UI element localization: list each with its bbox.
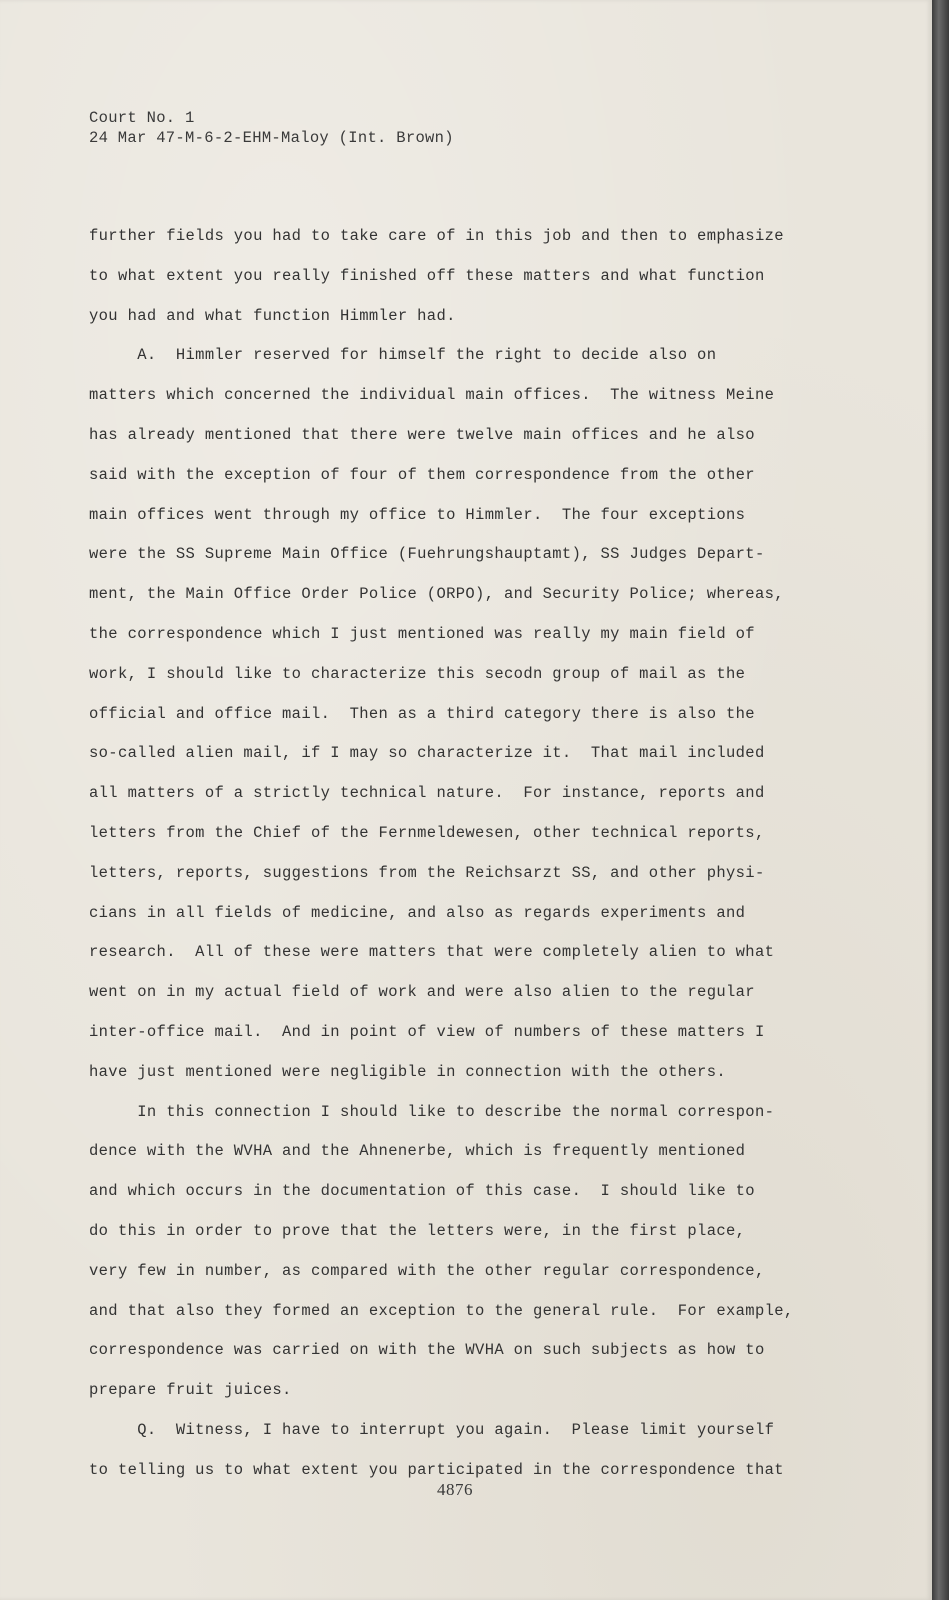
transcript-line: all matters of a strictly technical nature. For instance, reports and [89,784,765,803]
transcript-line: Q. Witness, I have to interrupt you again. Please limit yourself [89,1420,775,1439]
transcript-line: work, I should like to characterize this secodn group of mail as the [89,664,746,683]
transcript-line: and which occurs in the documentation of this case. I should like to [89,1182,755,1201]
transcript-line: have just mentioned were negligible in connection with the others. [89,1062,726,1081]
transcript-line: said with the exception of four of them correspondence from the other [89,465,755,484]
page-number: 4876 [437,1480,473,1499]
transcript-line: do this in order to prove that the letters were, in the first place, [89,1221,746,1240]
transcript-line: research. All of these were matters that were completely alien to what [89,943,775,962]
transcript-line: went on in my actual field of work and were also alien to the regular [89,983,755,1002]
court-number: Court No. 1 [89,109,195,127]
transcript-line: to telling us to what extent you participated in the correspondence that [89,1460,784,1479]
transcript-line: letters from the Chief of the Fernmeldewesen, other technical reports, [89,823,765,842]
transcript-line: matters which concerned the individual main offices. The witness Meine [89,386,775,405]
transcript-line: ment, the Main Office Order Police (ORPO), and Security Police; whereas, [89,585,784,604]
transcript-line: were the SS Supreme Main Office (Fuehrungshauptamt), SS Judges Depart- [89,545,765,564]
transcript-body [89,224,829,1498]
transcript-line: very few in number, as compared with the other regular correspondence, [89,1261,765,1280]
transcript-line: and that also they formed an exception to the general rule. For example, [89,1301,794,1320]
transcript-line: inter-office mail. And in point of view of numbers of these matters I [89,1022,765,1041]
transcript-line: letters, reports, suggestions from the Reichsarzt SS, and other physi- [89,863,765,882]
transcript-line: has already mentioned that there were twelve main offices and he also [89,425,755,444]
session-reference: 24 Mar 47-M-6-2-EHM-Maloy (Int. Brown) [89,129,454,147]
transcript-line: prepare fruit juices. [89,1381,292,1400]
transcript-line: you had and what function Himmler had. [89,306,456,325]
transcript-line: A. Himmler reserved for himself the right to decide also on [89,346,717,365]
transcript-line: cians in all fields of medicine, and also as regards experiments and [89,903,746,922]
transcript-line: further fields you had to take care of in this job and then to emphasize [89,227,784,245]
transcript-line: the correspondence which I just mentioned was really my main field of [89,624,755,643]
transcript-line: main offices went through my office to Himmler. The four exceptions [89,505,746,524]
transcript-line: dence with the WVHA and the Ahnenerbe, which is frequently mentioned [89,1142,746,1161]
transcript-line: correspondence was carried on with the WVHA on such subjects as how to [89,1341,765,1360]
document-header [89,108,454,148]
transcript-line: so-called alien mail, if I may so characterize it. That mail included [89,744,765,763]
transcript-line: official and office mail. Then as a third category there is also the [89,704,755,723]
scanner-edge [932,0,949,1600]
transcript-line: to what extent you really finished off these matters and what function [89,266,765,285]
transcript-line: In this connection I should like to describe the normal correspon- [89,1102,775,1121]
